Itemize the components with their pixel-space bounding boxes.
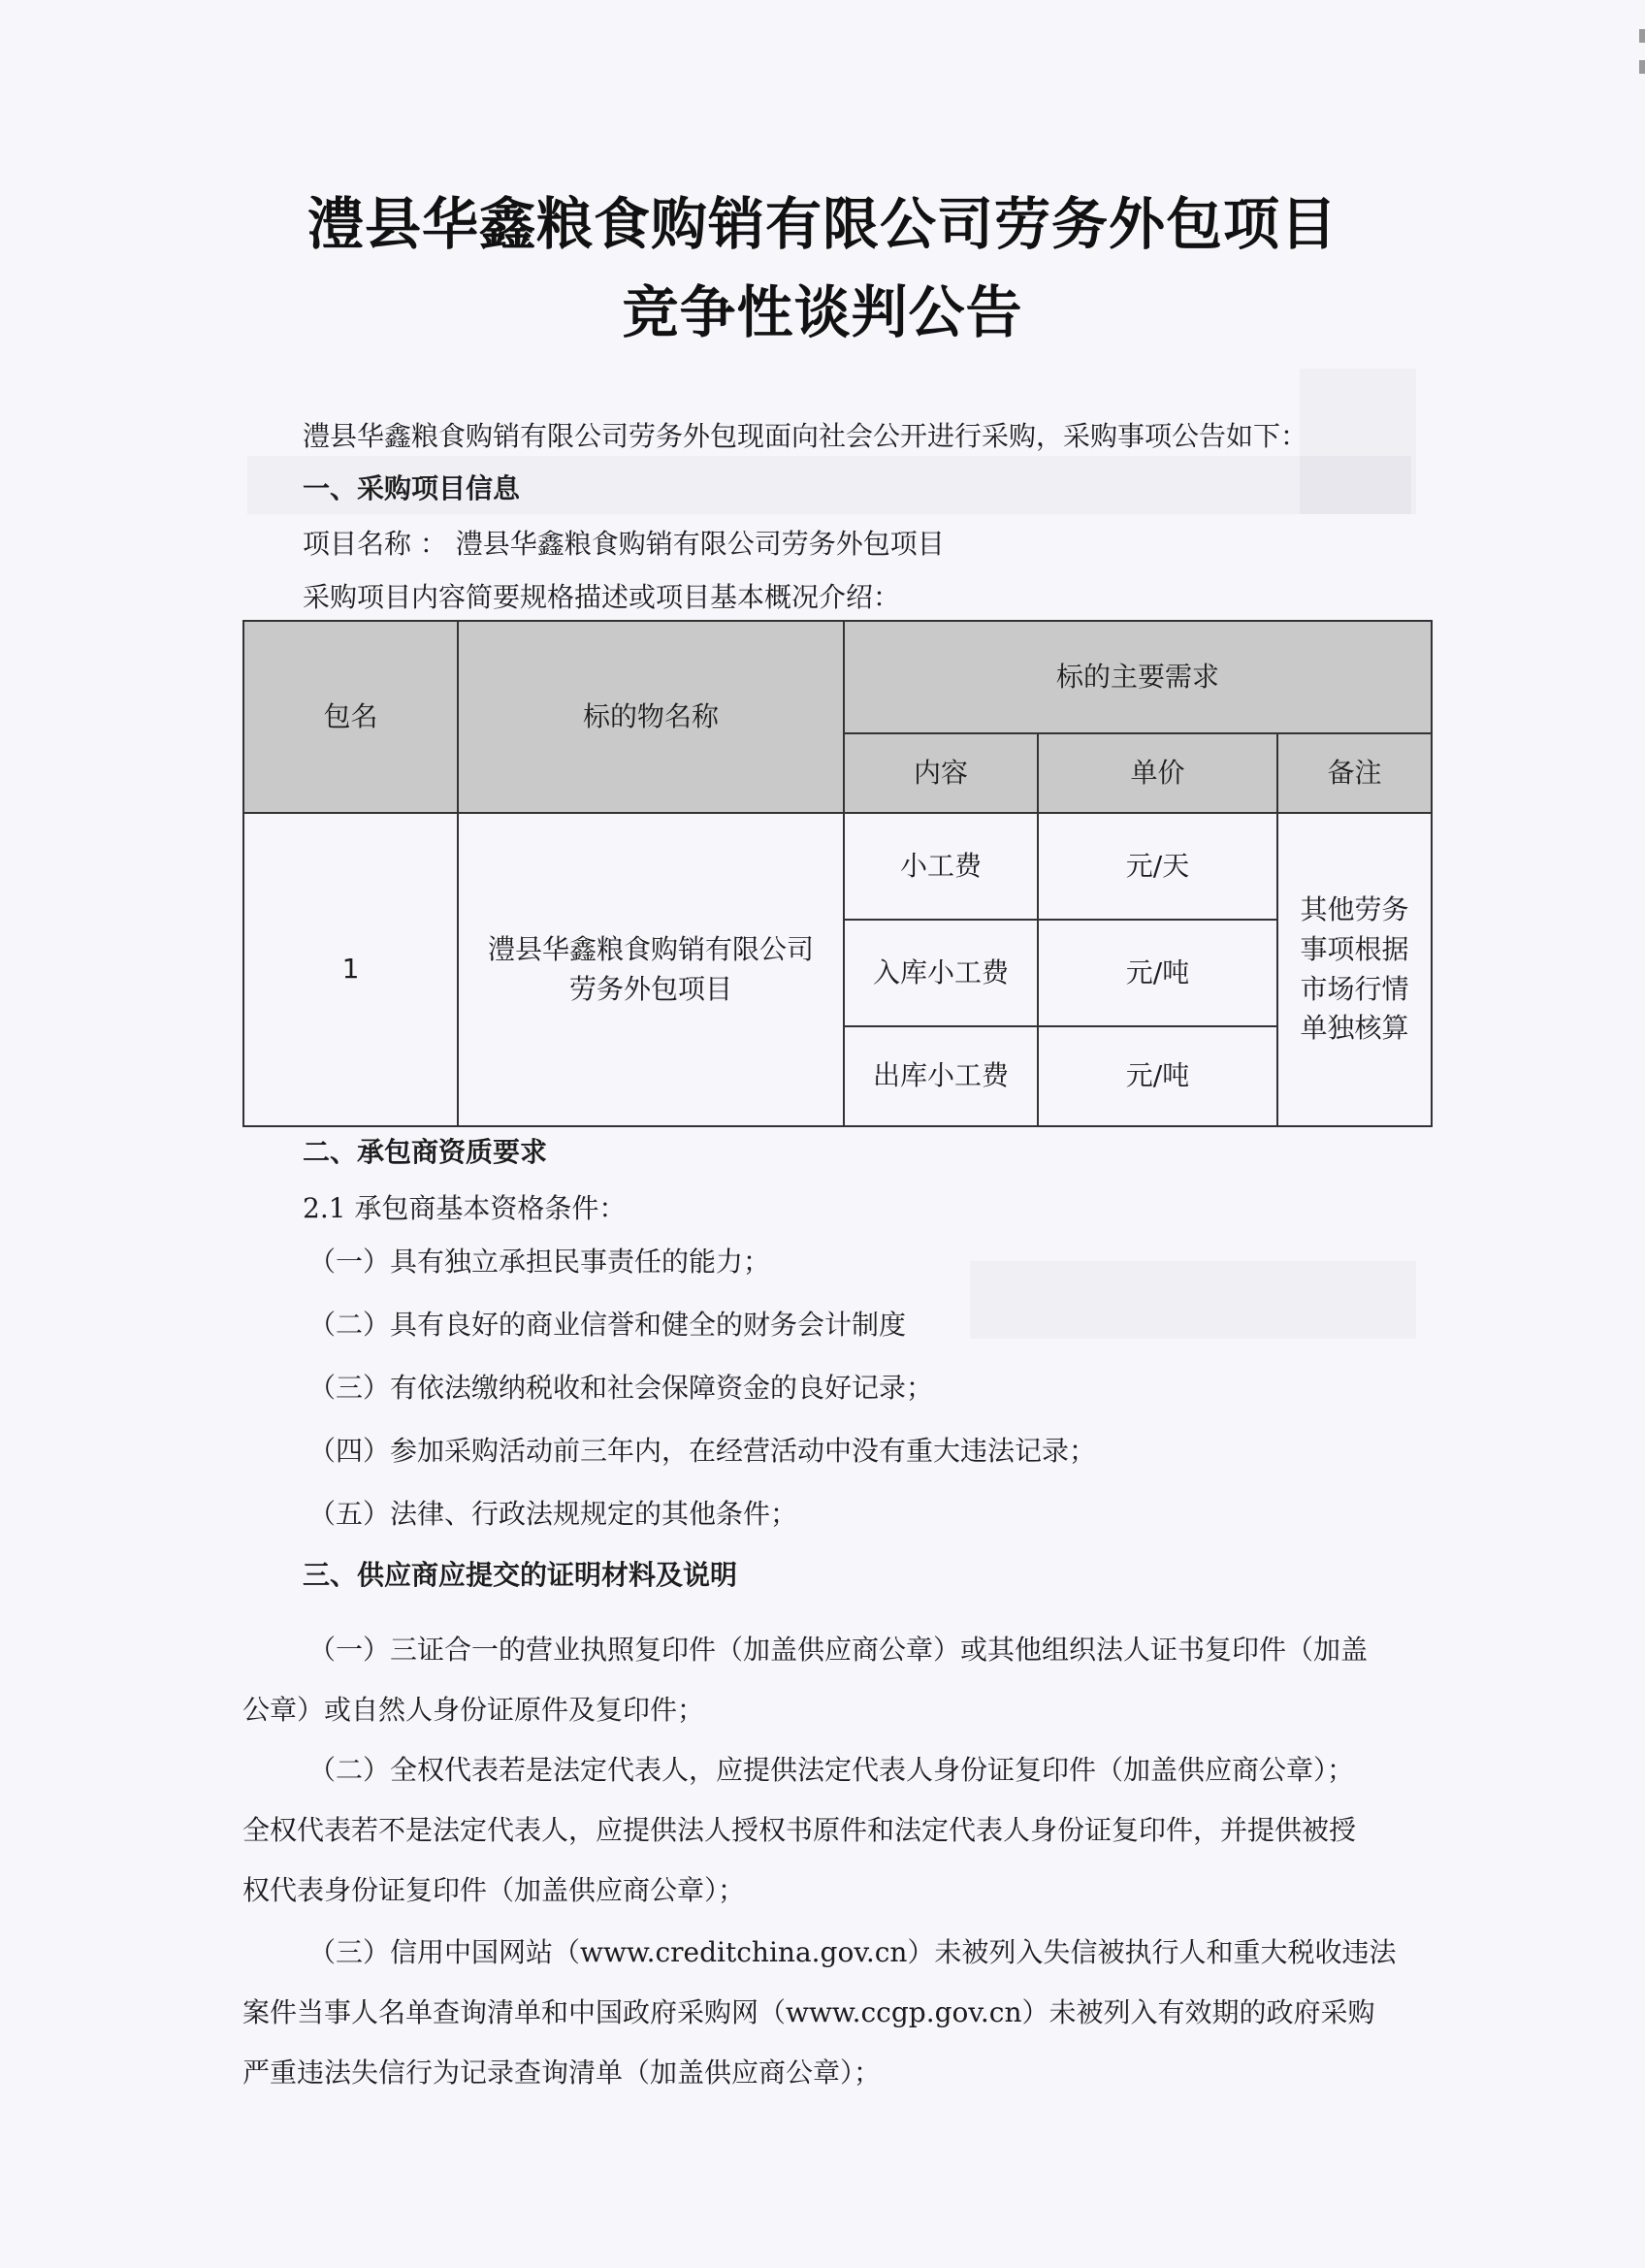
qualification-item: （五）法律、行政法规规定的其他条件； xyxy=(308,1498,798,1530)
cell-package: 1 xyxy=(243,813,458,1126)
document-title: 澧县华鑫粮食购销有限公司劳务外包项目 xyxy=(306,191,1338,257)
qualification-item: （一）具有独立承担民事责任的能力； xyxy=(308,1246,771,1278)
section3-line: 公章）或自然人身份证原件及复印件； xyxy=(242,1694,705,1726)
project-name-line: 项目名称 ： 澧县华鑫粮食购销有限公司劳务外包项目 xyxy=(303,528,945,560)
item-name-line: 澧县华鑫粮食购销有限公司 xyxy=(487,932,814,965)
section3-line: （二）全权代表若是法定代表人，应提供法定代表人身份证复印件（加盖供应商公章）； xyxy=(308,1754,1355,1786)
cell-content: 出库小工费 xyxy=(844,1026,1038,1126)
th-main-requirements: 标的主要需求 xyxy=(844,621,1432,733)
staple-mark xyxy=(1639,29,1645,43)
cell-unit-price: 元/吨 xyxy=(1038,1026,1277,1126)
section2-heading: 二、承包商资质要求 xyxy=(303,1136,548,1168)
remark-line: 事项根据 xyxy=(1300,932,1409,965)
cell-content: 小工费 xyxy=(844,813,1038,920)
remark-line: 单独核算 xyxy=(1300,1012,1409,1045)
section3-heading: 三、供应商应提交的证明材料及说明 xyxy=(303,1559,738,1591)
qualification-item: （二）具有良好的商业信誉和健全的财务会计制度 xyxy=(308,1309,907,1341)
th-item-name: 标的物名称 xyxy=(458,621,844,813)
intro-paragraph: 澧县华鑫粮食购销有限公司劳务外包现面向社会公开进行采购，采购事项公告如下： xyxy=(303,420,1308,452)
th-content: 内容 xyxy=(844,733,1038,813)
th-package: 包名 xyxy=(243,621,458,813)
bleed-through-shade xyxy=(970,1261,1416,1339)
th-unit-price: 单价 xyxy=(1038,733,1277,813)
section3-line: （三）信用中国网站（www.creditchina.gov.cn）未被列入失信被执行人和重大税收违法 xyxy=(308,1936,1397,1968)
section3-line: （一）三证合一的营业执照复印件（加盖供应商公章）或其他组织法人证书复印件（加盖 xyxy=(308,1634,1369,1666)
remark-line: 市场行情 xyxy=(1300,972,1409,1005)
item-name-line: 劳务外包项目 xyxy=(568,972,732,1005)
th-remark: 备注 xyxy=(1277,733,1432,813)
remark-line: 其他劳务 xyxy=(1300,893,1409,926)
project-overview-line: 采购项目内容简要规格描述或项目基本概况介绍： xyxy=(303,581,901,613)
section2-sub: 2.1 承包商基本资格条件： xyxy=(303,1192,627,1224)
section3-line: 严重违法失信行为记录查询清单（加盖供应商公章）； xyxy=(242,2057,882,2089)
section3-line: 案件当事人名单查询清单和中国政府采购网（www.ccgp.gov.cn）未被列入有效期的政府采购 xyxy=(242,1996,1375,2028)
section3-line: 权代表身份证复印件（加盖供应商公章）； xyxy=(242,1874,746,1906)
requirements-table xyxy=(242,620,1433,1127)
qualification-item: （三）有依法缴纳税收和社会保障资金的良好记录； xyxy=(308,1372,934,1404)
qualification-item: （四）参加采购活动前三年内，在经营活动中没有重大违法记录； xyxy=(308,1435,1097,1467)
section1-heading: 一、采购项目信息 xyxy=(303,472,521,504)
document-subtitle: 竞争性谈判公告 xyxy=(622,279,1023,345)
section3-line: 全权代表若不是法定代表人，应提供法人授权书原件和法定代表人身份证复印件，并提供被授 xyxy=(242,1814,1357,1846)
bleed-through-shade xyxy=(1300,369,1416,514)
cell-content: 入库小工费 xyxy=(844,920,1038,1026)
cell-remark xyxy=(1277,813,1432,1126)
staple-mark xyxy=(1639,60,1645,74)
cell-unit-price: 元/吨 xyxy=(1038,920,1277,1026)
cell-unit-price: 元/天 xyxy=(1038,813,1277,920)
cell-item-name xyxy=(458,813,844,1126)
